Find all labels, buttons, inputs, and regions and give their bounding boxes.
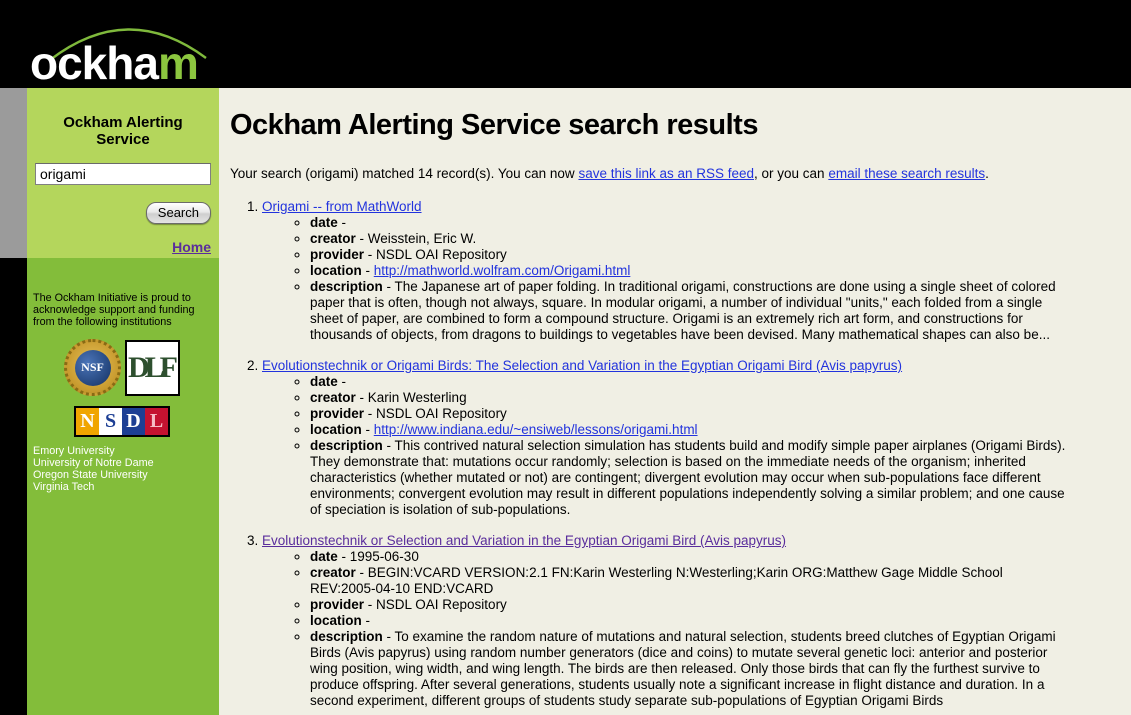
- page-title: Ockham Alerting Service search results: [230, 109, 758, 141]
- field-label: creator: [310, 231, 356, 246]
- field-label: provider: [310, 597, 365, 612]
- result-field-row: [310, 597, 1068, 613]
- field-value: The Japanese art of paper folding. In traditional origami, constructions are done using a single sheet of colored paper that is often, though not always, square. In modular origami, a number of individual "units," each folded from a single sheet of paper, are combined to form a compound structure. Origami is an extremely rich art form, and constructions for thousands of objects, from dragons to buildings to vegetables have been devised. Many mathematical shapes can also be...: [310, 279, 1056, 342]
- field-separator: -: [382, 438, 395, 453]
- search-button[interactable]: Search: [146, 202, 211, 224]
- nsdl-logo-icon: [74, 406, 170, 437]
- result-item: [262, 358, 1068, 518]
- result-field-row: [310, 263, 1068, 279]
- field-separator: -: [337, 374, 347, 389]
- result-fields: [262, 215, 1068, 343]
- result-field-row: [310, 549, 1068, 565]
- dlf-logo-label: DLF: [128, 350, 173, 384]
- field-location-link[interactable]: http://mathworld.wolfram.com/Origami.html: [373, 263, 631, 278]
- result-title-link[interactable]: Origami -- from MathWorld: [262, 199, 422, 214]
- field-separator: -: [355, 565, 368, 580]
- funding-note: The Ockham Initiative is proud to acknowledge support and funding from the following institutions: [33, 292, 195, 328]
- gray-accent-block: [0, 88, 27, 258]
- field-label: date: [310, 374, 338, 389]
- email-results-link[interactable]: email these search results: [828, 166, 986, 181]
- institution-item: Oregon State University: [33, 469, 148, 481]
- nsf-logo-icon: [64, 339, 121, 396]
- field-separator: -: [355, 231, 368, 246]
- institution-item: University of Notre Dame: [33, 457, 154, 469]
- result-field-row: [310, 374, 1068, 390]
- nsf-globe-icon: [75, 350, 111, 386]
- field-value: NSDL OAI Repository: [376, 247, 507, 262]
- field-separator: -: [337, 549, 350, 564]
- field-label: date: [310, 549, 338, 564]
- nsdl-letter-n: N: [76, 408, 99, 435]
- rss-feed-link[interactable]: save this link as an RSS feed: [578, 166, 755, 181]
- field-value: BEGIN:VCARD VERSION:2.1 FN:Karin Westerling N:Westerling;Karin ORG:Matthew Gage Middle School REV:2005-04-10 END:VCARD: [310, 565, 1003, 596]
- result-item: [262, 199, 1068, 343]
- search-input[interactable]: [35, 163, 211, 185]
- field-separator: -: [361, 263, 374, 278]
- field-value: NSDL OAI Repository: [376, 406, 507, 421]
- field-value: [374, 422, 698, 437]
- dlf-logo-icon: [125, 340, 180, 396]
- result-item: [262, 533, 1068, 709]
- sidebar-title: Ockham Alerting Service: [63, 114, 183, 148]
- nsdl-letter-s: S: [99, 408, 122, 435]
- result-title-link[interactable]: Evolutionstechnik or Origami Birds: The Selection and Variation in the Egyptian Origami Bird (Avis papyrus): [262, 358, 903, 373]
- field-label: location: [310, 263, 362, 278]
- result-field-row: [310, 438, 1068, 518]
- field-label: description: [310, 629, 383, 644]
- field-value: 1995-06-30: [349, 549, 419, 564]
- sidebar-search-panel: [27, 88, 219, 258]
- field-value: Karin Westerling: [367, 390, 467, 405]
- result-field-row: [310, 613, 1068, 629]
- result-fields: [262, 549, 1068, 709]
- field-label: location: [310, 613, 362, 628]
- field-label: provider: [310, 406, 365, 421]
- institution-item: Emory University: [33, 445, 115, 457]
- field-value: To examine the random nature of mutations and natural selection, students breed clutches of Egyptian Origami Birds (Avis papyrus) using random number generators (dice and coins) to mutate several genetic loci: anterior and posterior wing position, wing width, and wing length. The birds are then released. Only those birds that can fly the furthest survive to produce offspring. After several generations, students usually note a significant increase in flight distance and duration. In a second experiment, different groups of students study separate sub-populations of Egyptian Origami Birds: [310, 629, 1056, 708]
- nsdl-letter-l: L: [145, 408, 168, 435]
- field-value: [374, 263, 631, 278]
- field-label: description: [310, 279, 383, 294]
- results-list: [230, 199, 1068, 709]
- field-value: This contrived natural selection simulation has students build and modify simple paper airplanes (Origami Birds). They demonstrate that: mutations occur randomly; selection is based on the immediate needs of the organism; inherited characteristics (whether mutated or not) are contingent; divergent evolution may occur when sub-populations face different environments; convergent evolution may result in different populations independently solving a similar problem; and one cause of speciation is isolation of sub-populations.: [310, 438, 1066, 517]
- field-separator: -: [382, 279, 395, 294]
- logo-text-green: m: [157, 37, 198, 89]
- site-header: [0, 0, 1131, 88]
- field-value: NSDL OAI Repository: [376, 597, 507, 612]
- result-field-row: [310, 231, 1068, 247]
- field-separator: -: [361, 613, 371, 628]
- field-separator: -: [364, 597, 377, 612]
- result-field-row: [310, 215, 1068, 231]
- result-field-row: [310, 565, 1068, 597]
- ockham-logo: [28, 8, 248, 88]
- search-summary: [230, 166, 1068, 182]
- nsf-logo-label: NSF: [81, 360, 104, 374]
- field-separator: -: [355, 390, 368, 405]
- result-field-row: [310, 629, 1068, 709]
- summary-text: , or you can: [754, 166, 829, 181]
- result-field-row: [310, 279, 1068, 343]
- field-location-link[interactable]: http://www.indiana.edu/~ensiweb/lessons/origami.html: [373, 422, 698, 437]
- logo-text: [30, 36, 198, 90]
- result-field-row: [310, 390, 1068, 406]
- field-label: creator: [310, 565, 356, 580]
- result-fields: [262, 374, 1068, 518]
- field-label: date: [310, 215, 338, 230]
- field-label: creator: [310, 390, 356, 405]
- result-field-row: [310, 247, 1068, 263]
- field-separator: -: [337, 215, 347, 230]
- field-label: provider: [310, 247, 365, 262]
- home-link[interactable]: Home: [172, 239, 211, 255]
- sidebar-funding-panel: [27, 258, 219, 715]
- result-field-row: [310, 422, 1068, 438]
- field-label: description: [310, 438, 383, 453]
- result-field-row: [310, 406, 1068, 422]
- nsdl-letter-d: D: [122, 408, 145, 435]
- field-separator: -: [364, 406, 377, 421]
- field-separator: -: [382, 629, 395, 644]
- institutions-list: [33, 445, 211, 493]
- logo-text-white: ockha: [30, 37, 158, 89]
- field-separator: -: [361, 422, 374, 437]
- main-content: [219, 88, 1131, 715]
- summary-text: Your search (origami) matched 14 record(s). You can now: [230, 166, 579, 181]
- field-label: location: [310, 422, 362, 437]
- field-value: Weisstein, Eric W.: [367, 231, 477, 246]
- summary-text: .: [985, 166, 989, 181]
- result-title-link[interactable]: Evolutionstechnik or Selection and Variation in the Egyptian Origami Bird (Avis papyrus): [262, 533, 787, 548]
- institution-item: Virginia Tech: [33, 481, 95, 493]
- left-rail: [0, 88, 27, 715]
- field-separator: -: [364, 247, 377, 262]
- sidebar: [27, 88, 219, 715]
